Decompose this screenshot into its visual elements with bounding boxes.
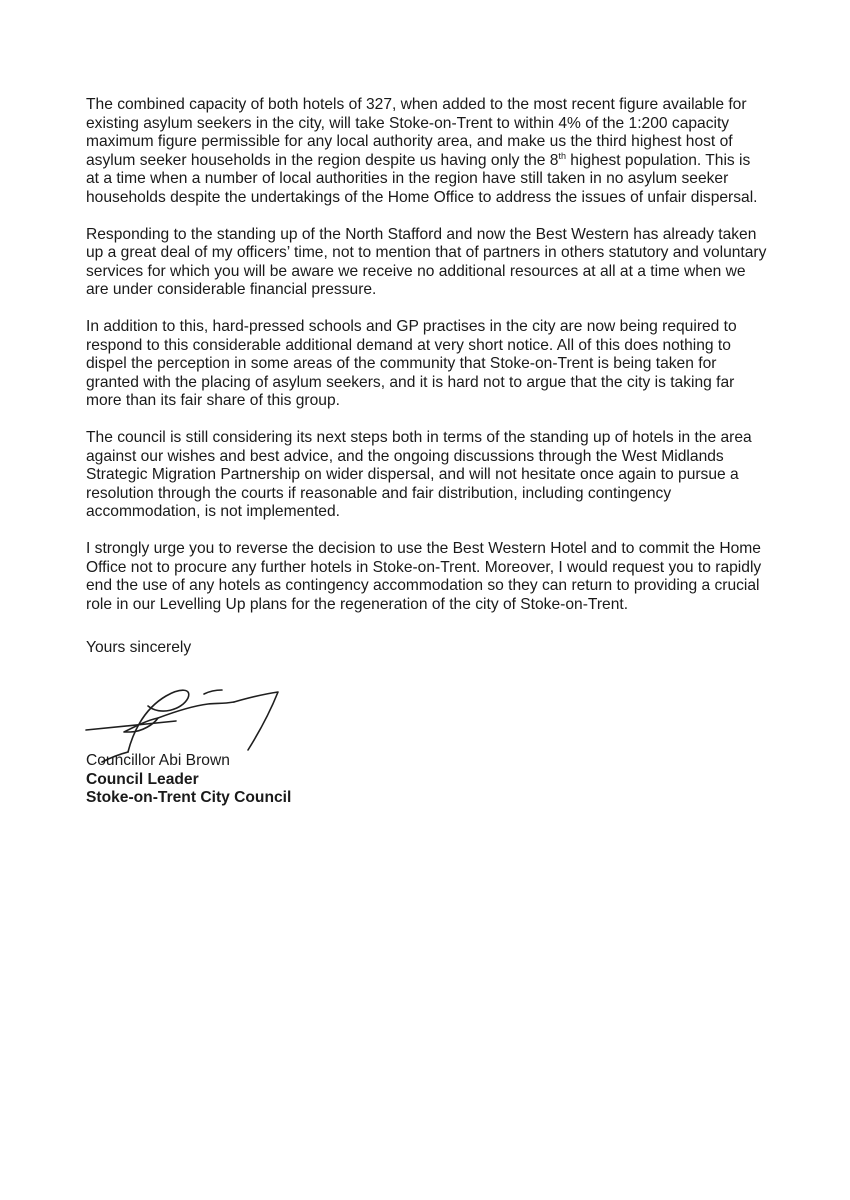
ordinal-superscript: th [558,150,566,161]
letter-body [86,96,806,633]
signatory-role: Council Leader [86,770,199,788]
paragraph-line: dispel the perception in some areas of the community that Stoke-on-Trent is being taken for [86,355,717,372]
paragraph-next-steps [86,429,806,522]
paragraph-line: existing asylum seekers in the city, will take Stoke-on-Trent to within 4% of the 1:200 capacity [86,114,730,132]
paragraph-line: The council is still considering its next steps both in terms of the standing up of hotels in the area [86,429,752,446]
paragraph-request [86,540,806,614]
signatory-organisation: Stoke-on-Trent City Council [86,789,292,806]
paragraph-line: respond to this considerable additional demand at very short notice. All of this does nothing to [86,336,731,354]
paragraph-line: Responding to the standing up of the North Stafford and now the Best Western has already taken [86,225,757,243]
paragraph-officer-time [86,226,806,300]
paragraph-line: more than its fair share of this group. [86,392,340,409]
paragraph-hotel-capacity [86,96,806,207]
paragraph-line: are under considerable financial pressure. [86,281,377,298]
signatory-name: Councillor Abi Brown [86,752,230,769]
paragraph-line-continuation: highest population. This is [565,151,751,169]
paragraph-line: I strongly urge you to reverse the decision to use the Best Western Hotel and to commit the Home [86,540,761,557]
paragraph-line: up a great deal of my officers’ time, not to mention that of partners in others statutory and voluntary [86,244,767,261]
paragraph-line: Strategic Migration Partnership on wider dispersal, and will not hesitate once again to pursue a [86,466,739,483]
paragraph-line: role in our Levelling Up plans for the regeneration of the city of Stoke-on-Trent. [86,595,629,613]
paragraph-line: at a time when a number of local authorities in the region have still taken in no asylum seeker [86,170,729,187]
paragraph-line: end the use of any hotels as contingency accommodation so they can return to providing a crucial [86,577,760,594]
paragraph-line: Office not to procure any further hotels in Stoke-on-Trent. Moreover, I would request you to rapidly [86,558,762,576]
paragraph-line: asylum seeker households in the region despite us having only the 8 [86,151,559,169]
paragraph-schools-gp [86,318,806,411]
letter-closing: Yours sincerely [86,639,192,656]
paragraph-line: granted with the placing of asylum seekers, and it is hard not to argue that the city is taking far [86,373,735,391]
paragraph-line: The combined capacity of both hotels of 327, when added to the most recent figure available for [86,96,747,113]
paragraph-line: maximum figure permissible for any local authority area, and make us the third highest host of [86,133,733,150]
paragraph-line: households despite the undertakings of the Home Office to address the issues of unfair dispersal. [86,188,758,206]
paragraph-line: resolution through the courts if reasonable and fair distribution, including contingency [86,484,672,502]
paragraph-line: In addition to this, hard-pressed schools and GP practises in the city are now being required to [86,318,737,335]
paragraph-line: accommodation, is not implemented. [86,503,340,520]
paragraph-line: against our wishes and best advice, and the ongoing discussions through the West Midlands [86,447,724,465]
paragraph-line: services for which you will be aware we receive no additional resources at all at a time when we [86,262,746,280]
signature-block [86,752,291,808]
